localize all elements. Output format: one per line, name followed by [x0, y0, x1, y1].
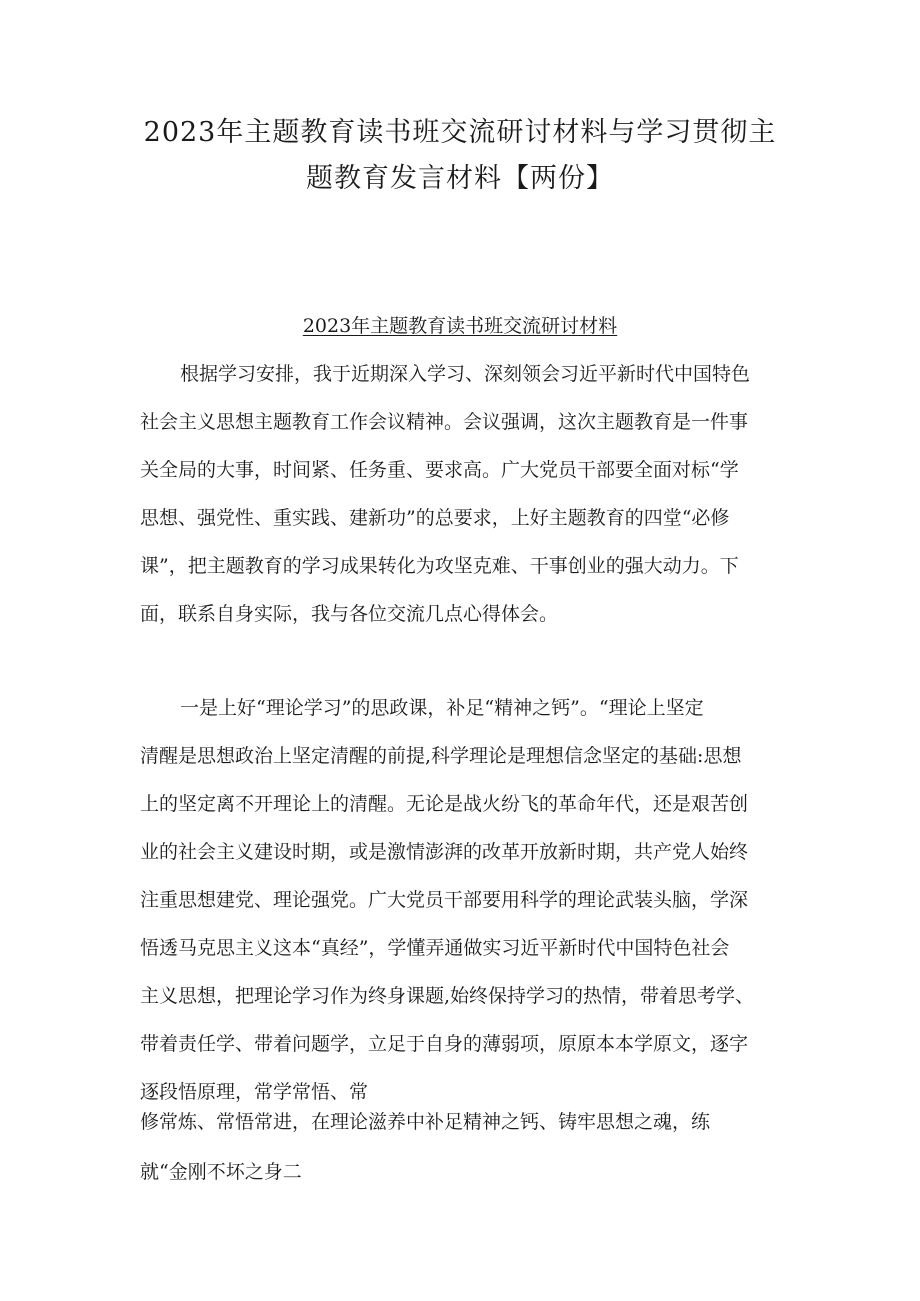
text-line: 修常炼、常悟常进，在理论滋养中补足精神之钙、铸牢思想之魂，练: [140, 1111, 711, 1133]
text-line: 带着责任学、带着问题学，立足于自身的薄弱项，原原本本学原文，逐字: [140, 1033, 749, 1055]
text-line: 悟透马克思主义这本“真经”，学懂弄通做实习近平新时代中国特色社会: [140, 937, 730, 959]
text-line: 根据学习安排，我于近期深入学习、深刻领会习近平新时代中国特色: [180, 363, 751, 385]
text-line: 业的社会主义建设时期，或是激情澎湃的改革开放新时期，共产党人始终: [140, 841, 749, 863]
text-line: 面，联系自身实际，我与各位交流几点心得体会。: [140, 603, 559, 625]
section-heading: 2023年主题教育读书班交流研讨材料: [302, 315, 618, 337]
paragraph-intro: [140, 350, 790, 638]
paragraph-theory-study: [140, 684, 790, 1116]
text-line: 一是上好“理论学习”的思政课，补足“精神之钙”。“理论上坚定: [180, 697, 704, 719]
text-line: 上的坚定离不开理论上的清醒。无论是战火纷飞的革命年代，还是艰苦创: [140, 793, 749, 815]
title-line: 2023年主题教育读书班交流研讨材料与学习贯彻主: [143, 117, 777, 148]
text-line: 思想、强党性、重实践、建新功”的总要求，上好主题教育的四堂“必修: [140, 507, 730, 529]
text-line: 课”，把主题教育的学习成果转化为攻坚克难、干事创业的强大动力。下: [140, 555, 739, 577]
text-line: 关全局的大事，时间紧、任务重、要求高。广大党员干部要全面对标“学: [140, 459, 739, 481]
document-title: [120, 110, 800, 202]
text-line: 逐段悟原理，常学常悟、常: [140, 1081, 369, 1103]
text-line: 注重思想建党、理论强党。广大党员干部要用科学的理论武装头脑，学深: [140, 889, 749, 911]
text-line: 主义思想，把理论学习作为终身课题,始终保持学习的热情，带着思考学、: [140, 985, 755, 1007]
text-line: 就“金刚不坏之身二: [140, 1161, 302, 1183]
text-line: 社会主义思想主题教育工作会议精神。会议强调，这次主题教育是一件事: [140, 411, 749, 433]
text-line: 清醒是思想政治上坚定清醒的前提,科学理论是理想信念坚定的基础:思想: [140, 745, 742, 767]
title-line: 题教育发言材料【两份】: [306, 163, 614, 194]
